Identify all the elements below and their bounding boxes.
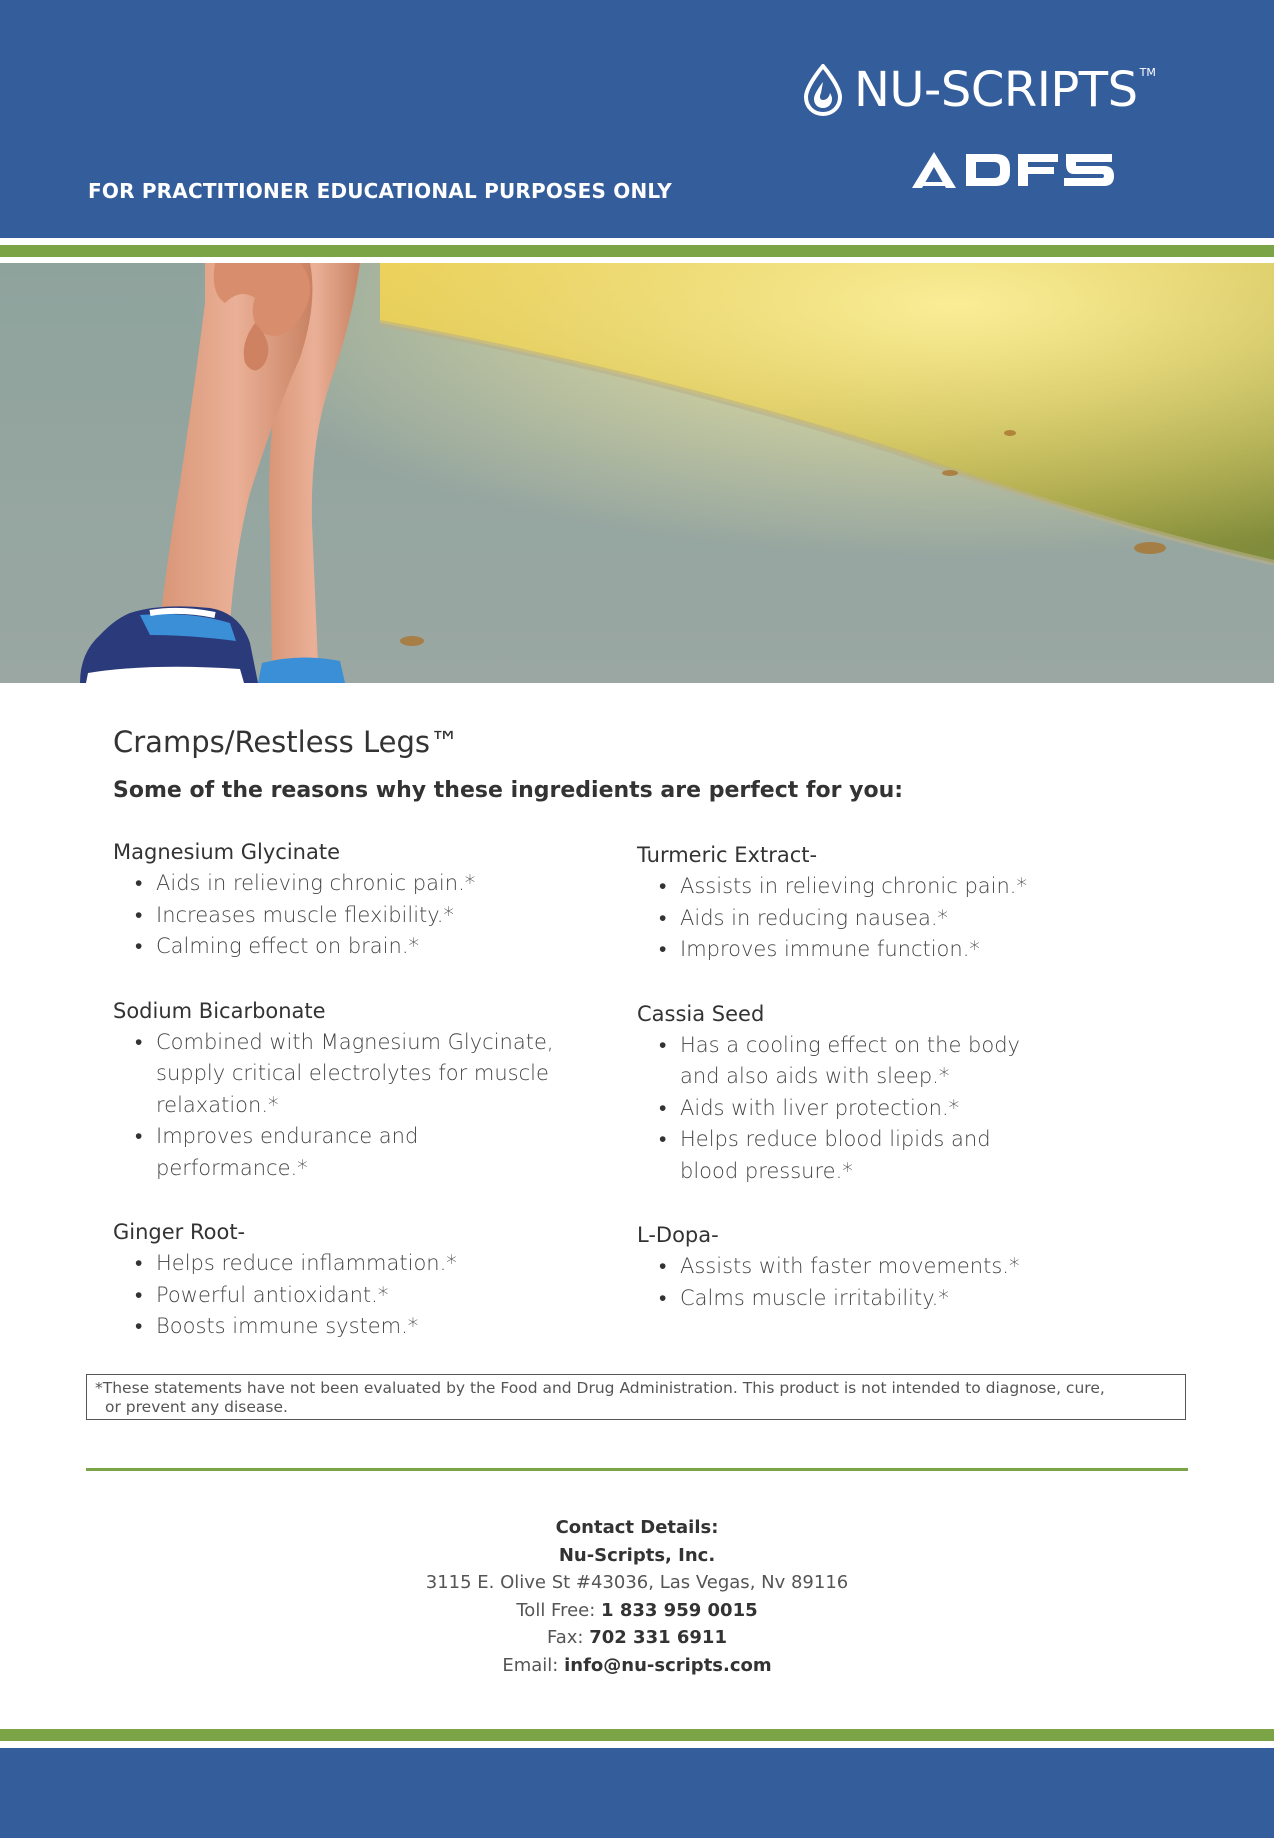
benefit-item: • Helps reduce blood lipids and blood pressure.* (680, 1124, 1050, 1187)
contact-divider (86, 1468, 1188, 1471)
nu-scripts-logo (800, 60, 1156, 120)
benefit-item: • Assists with faster movements.* (680, 1251, 1050, 1283)
ingredient-name: Magnesium Glycinate (113, 840, 341, 864)
adfs-logo (910, 150, 1116, 190)
benefit-list (113, 1027, 613, 1185)
fax-number: 702 331 6911 (589, 1627, 727, 1648)
ingredient-name: Ginger Root- (113, 1220, 246, 1244)
product-subtitle: Some of the reasons why these ingredients are perfect for you: (113, 778, 904, 803)
contact-details (0, 1514, 1274, 1679)
benefit-item: • Has a cooling effect on the body and also aids with sleep.* (680, 1030, 1050, 1093)
benefit-list (113, 1248, 613, 1343)
toll-free-number[interactable]: 1 833 959 0015 (601, 1599, 758, 1621)
benefit-item: • Combined with Magnesium Glycinate, supply critical electrolytes for muscle relaxation.* (156, 1027, 576, 1122)
ingredient-block (637, 999, 1137, 1188)
email-label: Email: (502, 1654, 559, 1676)
ingredient-name: Cassia Seed (637, 1001, 765, 1026)
benefit-item: • Calms muscle irritability.* (680, 1283, 1050, 1315)
benefit-item: • Aids in relieving chronic pain.* (156, 868, 576, 900)
ingredient-block (113, 837, 613, 963)
header-banner (0, 0, 1274, 238)
product-title: Cramps/Restless Legs™ (113, 725, 459, 759)
email-link[interactable]: info@nu-scripts.com (564, 1654, 772, 1676)
brand-trademark: TM (1139, 65, 1156, 79)
ingredient-block (113, 1217, 613, 1343)
ingredients-right-column (637, 840, 1137, 1347)
brand-name: NU-SCRIPTS (854, 62, 1138, 118)
footer-stripe-green (0, 1729, 1274, 1741)
contact-toll-free (0, 1597, 1274, 1625)
contact-heading: Contact Details: (555, 1517, 719, 1538)
product-content (113, 725, 1193, 1338)
ingredients-left-column (113, 837, 613, 1376)
contact-company: Nu-Scripts, Inc. (558, 1544, 716, 1566)
disclaimer-line-1: *These statements have not been evaluated by the Food and Drug Administration. This product is not intended to diagnose, cure, (95, 1379, 1105, 1397)
disclaimer-line-2: or prevent any disease. (105, 1398, 288, 1416)
benefit-list (637, 871, 1137, 966)
benefit-item: • Assists in relieving chronic pain.* (680, 871, 1050, 903)
footer-banner (0, 1748, 1274, 1838)
benefit-list (637, 1251, 1137, 1314)
contact-address: 3115 E. Olive St #43036, Las Vegas, Nv 89116 (425, 1572, 849, 1593)
toll-free-label: Toll Free: (516, 1599, 596, 1621)
benefit-list (637, 1030, 1137, 1188)
benefit-item: • Improves endurance and performance.* (156, 1121, 576, 1184)
ingredient-name: Turmeric Extract- (637, 843, 818, 867)
benefit-item: • Helps reduce inflammation.* (156, 1248, 576, 1280)
fax-label: Fax: (547, 1627, 584, 1648)
ingredient-name: Sodium Bicarbonate (113, 998, 326, 1023)
ingredient-block (113, 996, 613, 1185)
benefit-item: • Aids with liver protection.* (680, 1093, 1050, 1125)
benefit-item: • Powerful antioxidant.* (156, 1280, 576, 1312)
contact-fax (0, 1624, 1274, 1652)
benefit-item: • Increases muscle flexibility.* (156, 900, 576, 932)
benefit-list (113, 868, 613, 963)
hero-photo (0, 263, 1274, 683)
ingredient-block (637, 1220, 1137, 1314)
header-stripe-green (0, 245, 1274, 257)
ingredient-block (637, 840, 1137, 966)
benefit-item: • Aids in reducing nausea.* (680, 903, 1050, 935)
benefit-item: • Improves immune function.* (680, 934, 1050, 966)
footer-stripe-white (0, 1741, 1274, 1748)
benefit-item: • Calming effect on brain.* (156, 931, 576, 963)
contact-email (0, 1652, 1274, 1680)
ingredient-name: L-Dopa- (637, 1223, 719, 1247)
practitioner-tagline: FOR PRACTITIONER EDUCATIONAL PURPOSES ONLY (88, 179, 672, 203)
benefit-item: • Boosts immune system.* (156, 1311, 576, 1343)
header-stripe-white (0, 238, 1274, 245)
fda-disclaimer (86, 1374, 1186, 1420)
droplet-logo-icon (800, 64, 846, 116)
